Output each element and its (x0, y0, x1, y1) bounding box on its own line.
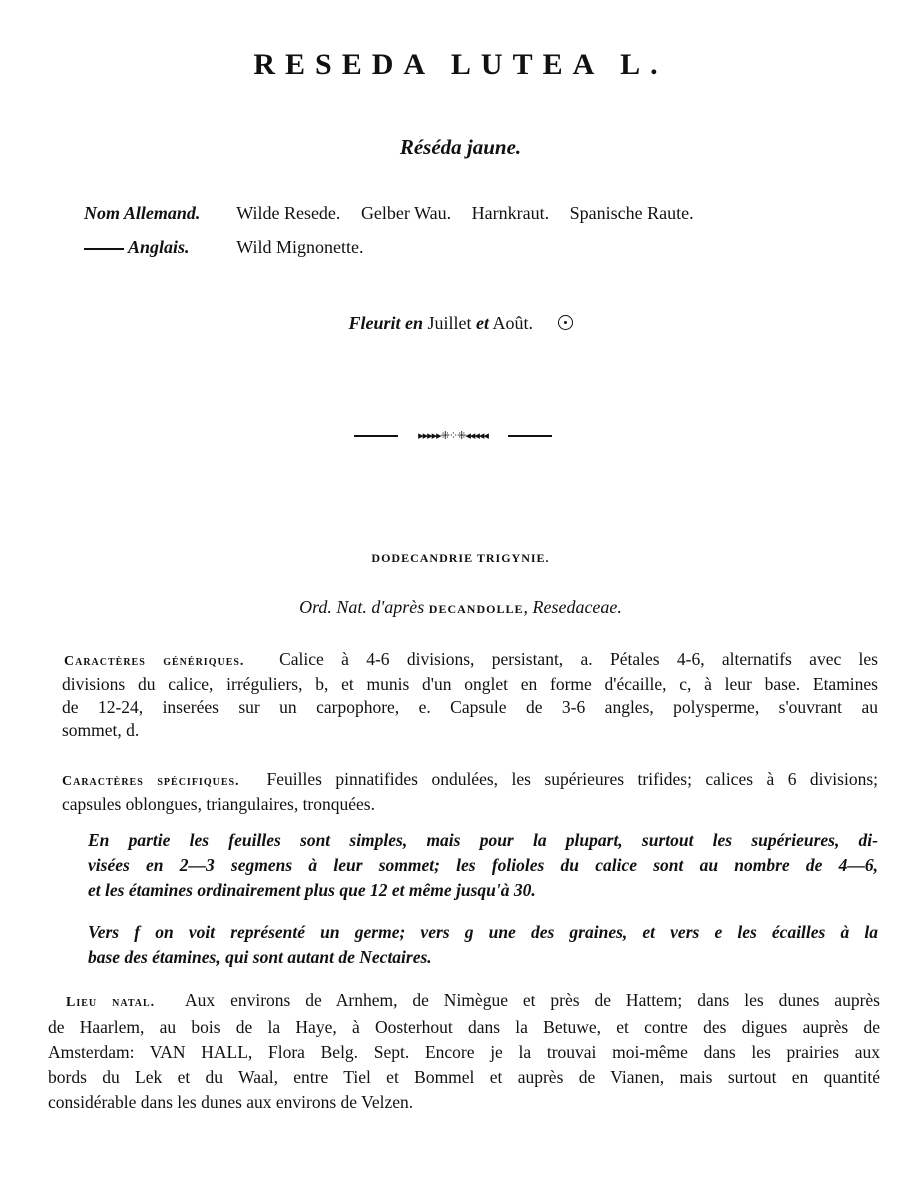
generic-characters (62, 648, 878, 742)
generic-label: Caractères génériques. (64, 654, 245, 669)
generic-line: sommet, d. (62, 720, 140, 740)
habitat-line: de Haarlem, au bois de la Haye, à Oosterhout dans la Betuwe, et contre des digues auprès de (48, 1017, 880, 1037)
note-line: visées en 2—3 segmens à leur sommet; les folioles du calice sont au nombre de 4—6, (88, 855, 878, 875)
habitat (48, 988, 880, 1115)
habitat-line: Aux environs de Arnhem, de Nimègue et près de Hattem; dans les dunes auprès (185, 990, 880, 1010)
ornament-glyphs: ▸▸▸▸▸⁜⁘⁜◂◂◂◂◂ (418, 429, 488, 442)
specific-line: capsules oblongues, triangulaires, tronquées. (62, 794, 375, 814)
ornament-rule-right (508, 435, 552, 437)
german-name: Wilde Resede. (236, 203, 341, 223)
flowering-line (0, 313, 921, 334)
ornament-rule-left (354, 435, 398, 437)
generic-line: Calice à 4-6 divisions, persistant, a. Pétales 4-6, alternatifs avec les (279, 649, 878, 669)
english-name: Wild Mignonette. (236, 237, 364, 257)
flowering-month-1: Juillet (427, 313, 472, 333)
note-line: En partie les feuilles sont simples, mais pour la plupart, surtout les supérieures, di- (88, 830, 878, 850)
ornament-divider (354, 428, 552, 444)
specific-line: Feuilles pinnatifides ondulées, les supérieures trifides; calices à 6 divisions; (266, 769, 878, 789)
flowering-month-2: Août. (492, 313, 534, 333)
figure-note (88, 920, 878, 970)
specific-label: Caractères spécifiques. (62, 774, 240, 789)
ditto-dash (84, 248, 124, 250)
common-name: Réséda jaune. (399, 135, 522, 159)
generic-line: de 12-24, inserées sur un carpophore, e. Capsule de 3-6 angles, polysperme, s'ouvrant au (62, 697, 878, 717)
specific-note (88, 828, 878, 903)
english-label: Anglais. (128, 237, 190, 257)
german-name: Harnkraut. (471, 203, 550, 223)
english-names-row (84, 234, 710, 268)
classification: DODECANDRIE TRIGYNIE. (371, 551, 550, 565)
flowering-en: en (405, 313, 423, 333)
order-family: Resedaceae. (532, 597, 622, 617)
page-title: RESEDA LUTEA L. (253, 48, 668, 81)
order-dapres: d'après (371, 597, 425, 617)
flowering-prefix: Fleurit (348, 313, 401, 333)
natural-order: Ord. Nat. d'après DECANDOLLE, Resedaceae. (299, 597, 622, 617)
german-names-row (84, 200, 710, 234)
note-line: et les étamines ordinairement plus que 12 et même jusqu'à 30. (88, 880, 536, 900)
habitat-line: bords du Lek et du Waal, entre Tiel et Bommel et auprès de Vianen, mais surtout en quantité (48, 1067, 880, 1087)
german-label: Nom Allemand. (84, 203, 201, 223)
habitat-line: Amsterdam: VAN HALL, Flora Belg. Sept. Encore je la trouvai moi-même dans les prairies aux (48, 1042, 880, 1062)
habitat-label: Lieu natal. (66, 995, 156, 1010)
annual-symbol-icon (558, 315, 573, 330)
note-line: base des étamines, qui sont autant de Nectaires. (88, 947, 432, 967)
german-name: Gelber Wau. (360, 203, 452, 223)
habitat-line: considérable dans les dunes aux environs de Velzen. (48, 1092, 414, 1112)
specific-characters (62, 768, 878, 816)
note-line: Vers f on voit représenté un germe; vers g une des graines, et vers e les écailles à la (88, 922, 878, 942)
order-prefix: Ord. Nat. (299, 597, 367, 617)
generic-line: divisions du calice, irréguliers, b, et munis d'un onglet en forme d'écaille, c, à leur base. Etamines (62, 674, 878, 694)
vernacular-names (84, 200, 710, 268)
flowering-et: et (476, 313, 489, 333)
order-author: DECANDOLLE (428, 602, 524, 616)
german-name: Spanische Raute. (569, 203, 694, 223)
